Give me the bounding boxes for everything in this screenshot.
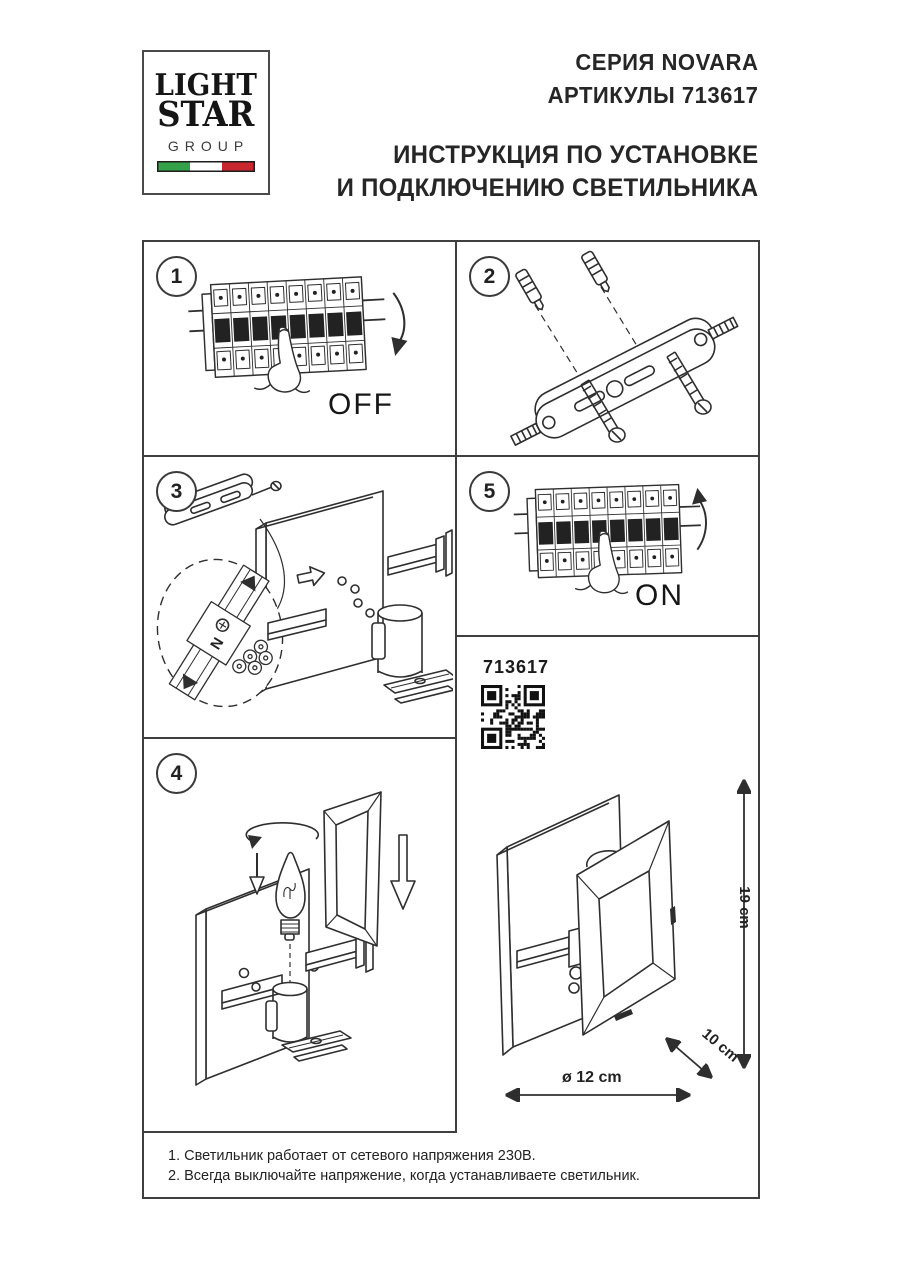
wall-plug [581, 250, 613, 294]
terminal-n-label: N [207, 634, 228, 653]
step-3-panel [144, 457, 457, 739]
lamp-socket-cylinder [378, 605, 422, 621]
step-2-badge: 2 [469, 256, 510, 297]
step-1-badge: 1 [156, 256, 197, 297]
wall-plug [515, 268, 547, 312]
document-header [336, 46, 758, 205]
step-4-panel [144, 739, 457, 1133]
logo-word-group: GROUP [167, 137, 250, 154]
bracket-plate [500, 301, 745, 452]
step-4-badge: 4 [156, 753, 197, 794]
diameter-dimension-label: ø 12 cm [562, 1069, 622, 1086]
steps-grid [142, 240, 760, 1199]
off-label: OFF [328, 388, 394, 421]
depth-dimension-line [667, 1039, 711, 1077]
note-1: 1. Светильник работает от сетевого напряжения 230В. [168, 1148, 536, 1164]
series-name: СЕРИЯ NOVARA [574, 49, 758, 75]
doc-title-line1: ИНСТРУКЦИЯ ПО УСТАНОВКЕ [392, 141, 758, 169]
italian-flag-bar [157, 161, 255, 172]
step-3-badge: 3 [156, 471, 197, 512]
dimension-drawing [457, 765, 762, 1115]
article-numbers: АРТИКУЛЫ 713617 [547, 82, 758, 108]
qr-code [481, 685, 545, 749]
front-frame [324, 792, 381, 946]
step-1-panel [144, 242, 457, 457]
article-code: 713617 [483, 657, 550, 677]
doc-title-line2: И ПОДКЛЮЧЕНИЮ СВЕТИЛЬНИКА [336, 174, 758, 202]
logo-word-light: LIGHT [154, 68, 258, 104]
note-2: 2. Всегда выключайте напряжение, когда устанавливаете светильник. [168, 1168, 640, 1184]
arrow-up-icon [685, 487, 715, 552]
step-2-panel [457, 242, 762, 457]
rotation-arrow [246, 823, 318, 849]
footer-notes [144, 1133, 762, 1199]
arrow-down-icon [382, 290, 414, 360]
hollow-down-arrow [391, 835, 415, 909]
step-5-badge: 5 [469, 471, 510, 512]
lightstar-logo [142, 50, 270, 195]
height-dimension-label: 19 cm [735, 886, 753, 929]
bulb-install-drawing [144, 739, 457, 1133]
on-label: ON [635, 579, 684, 612]
step-5-panel [457, 457, 762, 637]
logo-word-star: STAR [157, 93, 255, 135]
depth-dimension-label: 10 cm [698, 1025, 743, 1066]
product-panel [457, 637, 762, 1201]
